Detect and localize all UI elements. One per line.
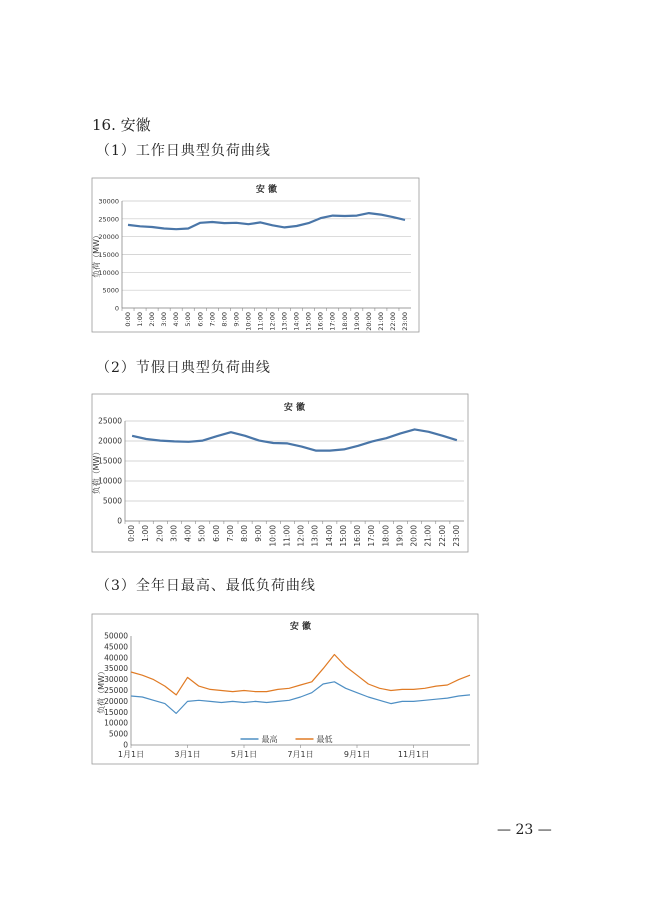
x-tick-label: 10:00 [268, 525, 278, 547]
x-tick-label: 6:00 [196, 312, 205, 327]
y-tick-label: 20000 [98, 233, 119, 242]
y-tick-label: 20000 [98, 436, 122, 446]
y-tick-label: 15000 [98, 456, 122, 466]
x-tick-label: 3月1日 [174, 750, 201, 759]
x-tick-label: 1:00 [136, 312, 145, 327]
y-tick-label: 5000 [102, 496, 122, 506]
x-tick-label: 9:00 [232, 312, 241, 327]
x-tick-label: 5月1日 [230, 750, 258, 759]
x-tick-label: 15:00 [338, 525, 348, 547]
y-tick-label: 0 [123, 740, 128, 750]
x-tick-label: 23:00 [451, 525, 461, 547]
y-tick-label: 40000 [104, 653, 128, 663]
y-tick-label: 25000 [98, 416, 122, 426]
x-tick-label: 19:00 [352, 312, 361, 331]
x-tick-label: 1:00 [141, 525, 151, 542]
x-tick-label: 14:00 [292, 312, 301, 331]
chart-title: 安 徽 [289, 622, 312, 632]
section-title: 16. 安徽 [92, 116, 151, 134]
y-axis-label: 负荷（MW） [97, 667, 106, 714]
x-tick-label: 15:00 [304, 312, 313, 331]
page-number: — 23 — [497, 822, 552, 838]
x-tick-label: 2:00 [155, 525, 165, 542]
y-tick-label: 15000 [98, 251, 119, 259]
y-tick-label: 10000 [98, 268, 119, 277]
y-tick-label: 20000 [104, 696, 128, 706]
chart-title: 安 徽 [255, 185, 278, 195]
x-tick-label: 8:00 [240, 525, 250, 542]
x-tick-label: 20:00 [364, 312, 373, 331]
x-tick-label: 18:00 [340, 312, 349, 331]
y-tick-label: 35000 [104, 664, 128, 674]
y-tick-label: 30000 [104, 675, 128, 685]
y-tick-label: 10000 [98, 476, 122, 486]
x-tick-label: 6:00 [211, 525, 221, 542]
x-tick-label: 12:00 [296, 525, 306, 547]
y-tick-label: 50000 [104, 631, 128, 641]
x-tick-label: 9:00 [254, 525, 264, 542]
x-tick-label: 13:00 [310, 525, 320, 547]
legend-label: 最低 [316, 735, 333, 744]
x-tick-label: 9月1日 [343, 750, 371, 759]
x-tick-label: 4:00 [172, 312, 181, 327]
x-tick-label: 13:00 [280, 312, 289, 331]
chart-title: 安 徽 [283, 403, 306, 413]
x-tick-label: 20:00 [409, 525, 419, 547]
x-tick-label: 10:00 [244, 312, 253, 331]
legend-label: 最高 [261, 735, 278, 744]
y-tick-label: 25000 [104, 686, 128, 695]
x-tick-label: 1月1日 [117, 750, 145, 759]
x-tick-label: 11:00 [282, 525, 292, 547]
x-tick-label: 3:00 [160, 312, 169, 327]
x-tick-label: 22:00 [388, 312, 397, 331]
y-tick-label: 15000 [104, 707, 128, 717]
x-tick-label: 11月1日 [397, 750, 430, 759]
y-axis-label: 负荷（MW） [92, 447, 101, 495]
x-tick-label: 19:00 [395, 525, 405, 547]
x-tick-label: 22:00 [437, 525, 447, 547]
y-tick-label: 0 [114, 304, 119, 313]
y-tick-label: 45000 [104, 642, 128, 652]
y-tick-label: 10000 [104, 718, 128, 728]
x-tick-label: 11:00 [256, 312, 265, 331]
y-tick-label: 0 [117, 516, 122, 526]
x-tick-label: 0:00 [124, 312, 133, 327]
subtitle-holiday: （2）节假日典型负荷曲线 [96, 360, 271, 376]
x-tick-label: 14:00 [324, 525, 334, 547]
x-tick-label: 17:00 [367, 525, 377, 547]
y-axis-label: 负荷（MW） [92, 231, 101, 278]
x-tick-label: 23:00 [400, 312, 409, 331]
x-tick-label: 2:00 [148, 312, 157, 327]
x-tick-label: 18:00 [381, 525, 391, 547]
x-tick-label: 12:00 [268, 312, 277, 331]
x-tick-label: 16:00 [353, 525, 363, 547]
subtitle-annual: （3）全年日最高、最低负荷曲线 [96, 578, 316, 594]
x-tick-label: 21:00 [423, 525, 433, 547]
y-tick-label: 5000 [102, 286, 119, 295]
x-tick-label: 3:00 [169, 525, 179, 542]
x-tick-label: 21:00 [376, 312, 385, 331]
x-tick-label: 8:00 [220, 312, 229, 327]
subtitle-workday: （1）工作日典型负荷曲线 [96, 143, 271, 159]
x-tick-label: 5:00 [184, 312, 193, 327]
x-tick-label: 0:00 [127, 525, 137, 542]
x-tick-label: 7:00 [225, 525, 235, 542]
y-tick-label: 30000 [98, 197, 119, 206]
y-tick-label: 25000 [98, 215, 119, 224]
x-tick-label: 16:00 [316, 312, 325, 331]
x-tick-label: 5:00 [197, 525, 207, 542]
x-tick-label: 7月1日 [287, 750, 314, 759]
x-tick-label: 17:00 [328, 312, 337, 331]
x-tick-label: 7:00 [208, 312, 217, 327]
y-tick-label: 5000 [108, 729, 128, 739]
x-tick-label: 4:00 [183, 525, 193, 542]
